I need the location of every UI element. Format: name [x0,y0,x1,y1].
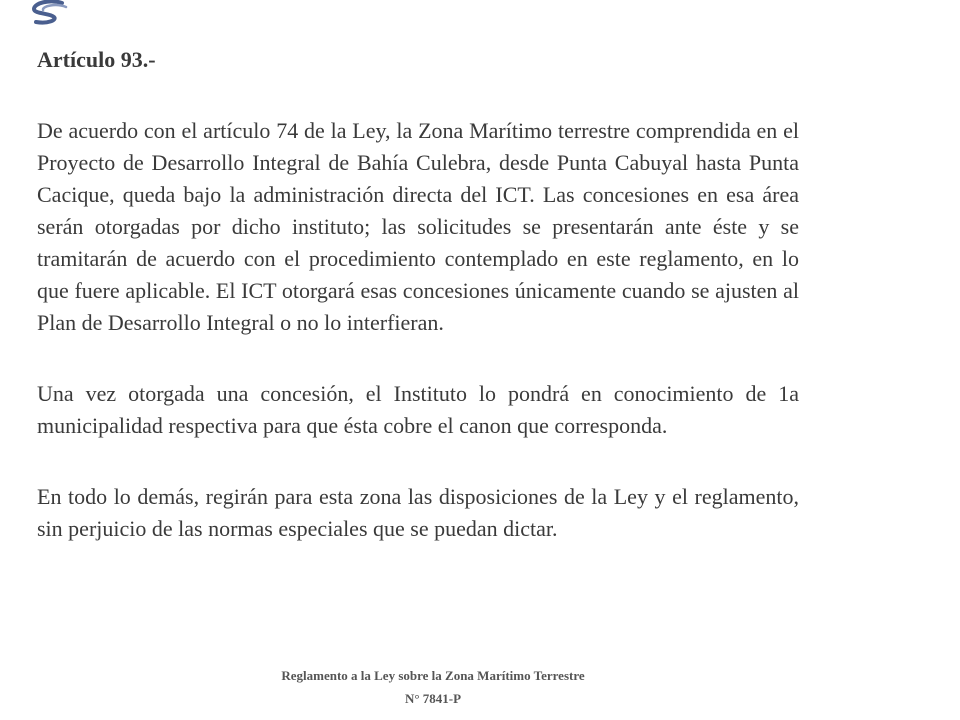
article-heading: Artículo 93.- [37,47,156,72]
document-body [37,44,799,584]
paragraph-3: En todo lo demás, regirán para esta zona las disposiciones de la Ley y el reglamento, sin perjuicio de las normas especiales que se puedan dictar. [37,484,799,541]
swirl-logo-icon [26,0,72,26]
footer-number: N° 7841-P [404,691,462,706]
footer-title: Reglamento a la Ley sobre la Zona Marítimo Terrestre [281,668,585,683]
paragraph-2: Una vez otorgada una concesión, el Instituto lo pondrá en conocimiento de 1a municipalidad respectiva para que ésta cobre el canon que corresponda. [37,381,799,438]
paragraph-1: De acuerdo con el artículo 74 de la Ley, la Zona Marítimo terrestre comprendida en el Proyecto de Desarrollo Integral de Bahía Culebra, desde Punta Cabuyal hasta Punta Cacique, queda bajo la administración directa del ICT. Las concesiones en esa área serán otorgadas por dicho instituto; las solicitudes se presentarán ante éste y se tramitarán de acuerdo con el procedimiento contemplado en este reglamento, en lo que fuere aplicable. El ICT otorgará esas concesiones únicamente cuando se ajusten al Plan de Desarrollo Integral o no lo interfieran. [37,118,799,335]
